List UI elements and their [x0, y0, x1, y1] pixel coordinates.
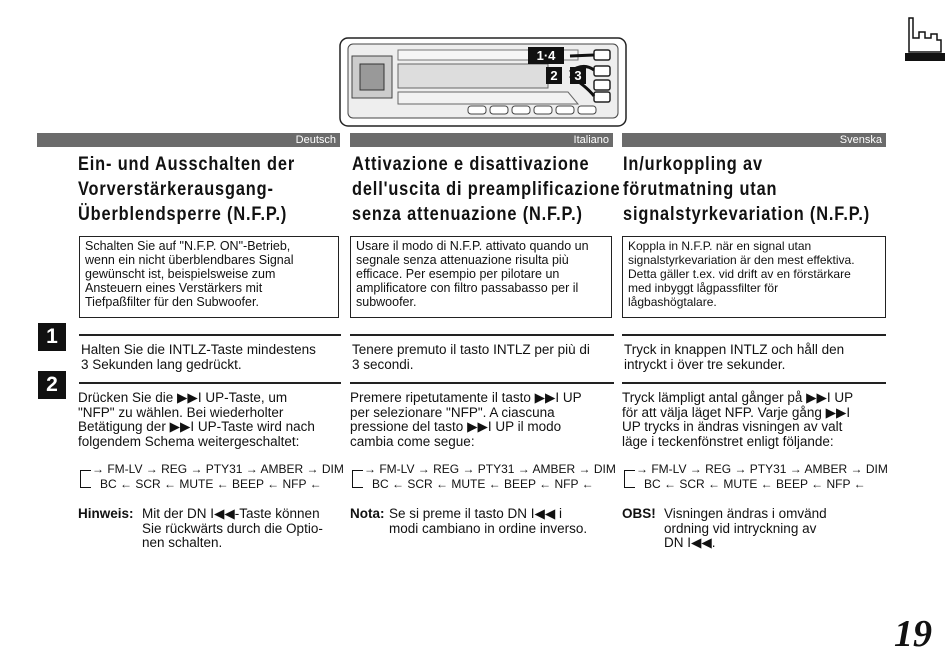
car-stereo-illustration [338, 36, 628, 128]
step1-italiano: Tenere premuto il tasto INTLZ per più di 3 secondi. [352, 342, 590, 372]
lang-bar-deutsch: Deutsch [37, 133, 340, 147]
cycle-backward-row: BC ← SCR ← MUTE ← BEEP ← NFP ← [644, 477, 866, 491]
cycle-backward-row: BC ← SCR ← MUTE ← BEEP ← NFP ← [100, 477, 322, 491]
step2-rule-italiano [350, 382, 614, 384]
intro-box-deutsch: Schalten Sie auf "N.F.P. ON"-Betrieb, wenn ein nicht überblendbares Signal gewünscht ist, beispielsweise zum Ansteuern eines Verstärkers mit Tiefpaßfilter für den Subwoofer. [79, 236, 339, 318]
mode-cycle-deutsch [78, 462, 344, 494]
cycle-forward-row: → FM-LV → REG → PTY31 → AMBER → DIM [636, 462, 888, 476]
label-3: 3 [574, 68, 582, 83]
label-1-4: 1·4 [536, 48, 556, 63]
step2-italiano: Premere ripetutamente il tasto ▶▶I UP per selezionare "NFP". A ciascuna pressione del tasto ▶▶I UP il modo cambia come segue: [350, 390, 582, 449]
step2-rule-deutsch [79, 382, 341, 384]
note-italiano: Se si preme il tasto DN I◀◀ i modi cambiano in ordine inverso. [389, 506, 588, 536]
note-label-svenska: OBS! [622, 506, 656, 521]
mode-cycle-italiano [350, 462, 616, 494]
step-1-badge: 1 [38, 323, 66, 351]
step1-rule-deutsch [79, 334, 341, 336]
intro-box-italiano: Usare il modo di N.F.P. attivato quando un segnale senza attenuazione risulta più efficace. Per esempio per pilotare un amplificatore con filtro passabasso per il subwoofer. [350, 236, 612, 318]
title-italiano: Attivazione e disattivazione dell'uscita di preamplificazione senza attenuazione (N.F.P.) [352, 154, 621, 225]
cycle-forward-row: → FM-LV → REG → PTY31 → AMBER → DIM [92, 462, 344, 476]
step2-rule-svenska [622, 382, 886, 384]
page-number: 19 [894, 613, 932, 655]
note-deutsch: Mit der DN I◀◀-Taste können Sie rückwärts durch die Optio- nen schalten. [142, 506, 323, 550]
note-svenska: Visningen ändras i omvänd ordning vid intryckning av DN I◀◀. [664, 506, 827, 550]
pointing-hand-icon [903, 16, 947, 62]
lang-bar-svenska: Svenska [622, 133, 886, 147]
note-label-deutsch: Hinweis: [78, 506, 134, 521]
step1-rule-italiano [350, 334, 614, 336]
mode-cycle-svenska [622, 462, 888, 494]
step2-svenska: Tryck lämpligt antal gånger på ▶▶I UP för att välja läget NFP. Varje gång ▶▶I UP trycks in ändras visningen av valt läge i teckenfönstret enligt följande: [622, 390, 854, 449]
title-svenska: In/urkoppling av förutmatning utan signalstyrkevariation (N.F.P.) [623, 154, 871, 225]
step1-svenska: Tryck in knappen INTLZ och håll den intryckt i över tre sekunder. [624, 342, 845, 372]
note-label-italiano: Nota: [350, 506, 385, 521]
cycle-forward-row: → FM-LV → REG → PTY31 → AMBER → DIM [364, 462, 616, 476]
step1-deutsch: Halten Sie die INTLZ-Taste mindestens 3 Sekunden lang gedrückt. [81, 342, 316, 372]
cycle-bracket [624, 470, 635, 488]
intro-box-svenska: Koppla in N.F.P. när en signal utan signalstyrkevariation är den mest effektiva. Detta gäller t.ex. vid drift av en förstärkare med inbyggt lågpassfilter för lågbashögtalare. [622, 236, 886, 318]
step2-deutsch: Drücken Sie die ▶▶I UP-Taste, um "NFP" zu wählen. Bei wiederholter Betätigung der ▶▶I UP-Taste wird nach folgendem Schema weitergeschaltet: [78, 390, 315, 449]
step-2-badge: 2 [38, 371, 66, 399]
cycle-backward-row: BC ← SCR ← MUTE ← BEEP ← NFP ← [372, 477, 594, 491]
title-deutsch: Ein- und Ausschalten der Vorverstärkerausgang- Überblendsperre (N.F.P.) [78, 154, 296, 225]
cycle-bracket [352, 470, 363, 488]
label-2: 2 [550, 68, 558, 83]
lang-bar-italiano: Italiano [350, 133, 613, 147]
step1-rule-svenska [622, 334, 886, 336]
cycle-bracket [80, 470, 91, 488]
